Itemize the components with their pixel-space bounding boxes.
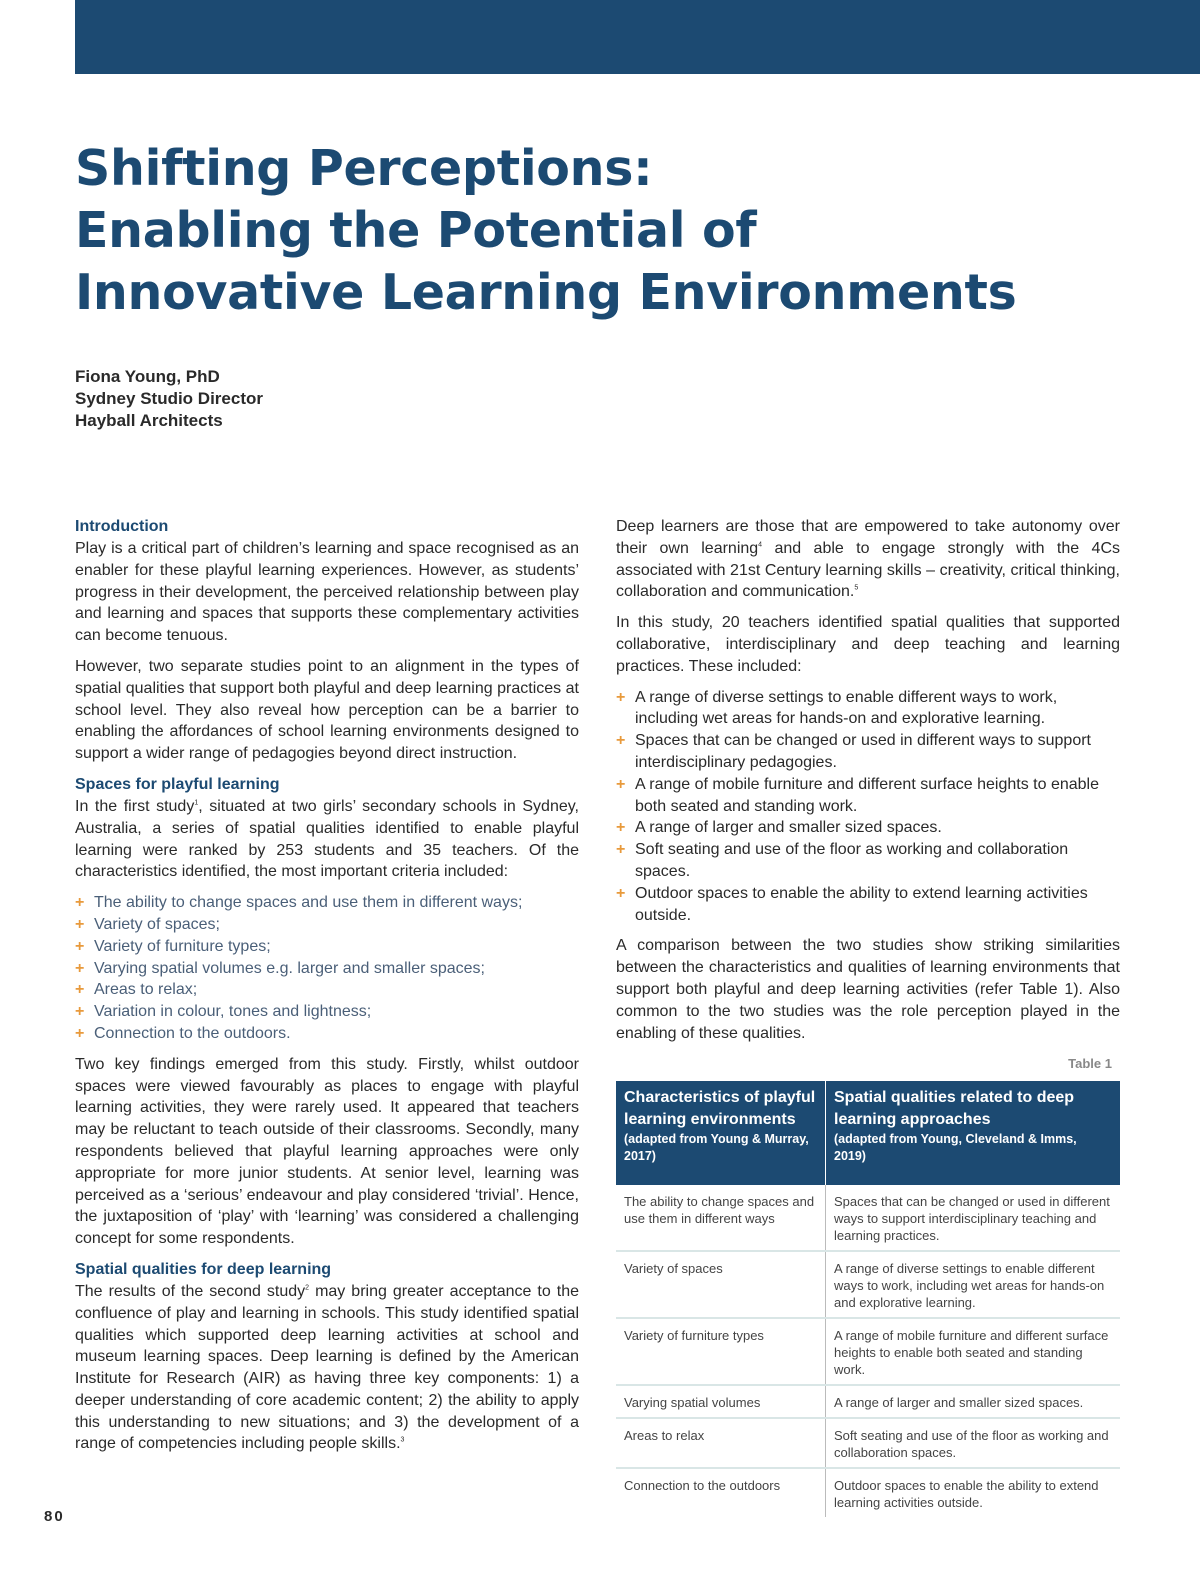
plus-bullet-icon: + bbox=[75, 981, 85, 999]
deep-learning-heading: Spatial qualities for deep learning bbox=[75, 1260, 332, 1278]
list-item: + The ability to change spaces and use them in different ways; bbox=[75, 892, 579, 914]
footnote-ref-2[interactable]: 2 bbox=[305, 1284, 310, 1292]
list-item: + A range of diverse settings to enable different ways to work, including wet areas for hands-on and explorative learning. bbox=[616, 688, 1058, 728]
table-cell: Outdoor spaces to enable the ability to extend learning activities outside. bbox=[834, 1478, 1099, 1511]
footnote-ref-4[interactable]: 4 bbox=[758, 541, 763, 549]
table-row bbox=[616, 1468, 1120, 1517]
page-title bbox=[75, 138, 1075, 324]
plus-bullet-icon: + bbox=[616, 841, 626, 859]
plus-bullet-icon: + bbox=[75, 1003, 85, 1021]
table-cell: A range of mobile furniture and different surface heights to enable both seated and standing work. bbox=[826, 1318, 1121, 1385]
author-block bbox=[75, 366, 263, 432]
table-header-col1 bbox=[616, 1081, 826, 1185]
table-cell: The ability to change spaces and use them in different ways bbox=[616, 1185, 826, 1251]
teachers-study-paragraph: In this study, 20 teachers identified spatial qualities that supported collaborative, interdisciplinary and deep teaching and learning practices. These included: bbox=[616, 614, 1120, 675]
deep-text-a: The results of the second study bbox=[75, 1282, 306, 1300]
table-cell: Variety of spaces bbox=[616, 1251, 826, 1318]
list-item: + Areas to relax; bbox=[75, 979, 579, 1001]
deep-learners-paragraph bbox=[616, 516, 1120, 603]
deep-text-b: may bring greater acceptance to the confluence of play and learning in schools. This study identified spatial qualities which supported deep learning activities at school and museum learning spaces. Deep learning is defined by the American Institute for Research (AIR) as having three key components: 1) a deeper understanding of core academic content; 2) the ability to apply this understanding to new situations; and 3) the development of a range of competencies including people skills. bbox=[75, 1282, 580, 1453]
list-item: + A range of larger and smaller sized spaces. bbox=[616, 817, 1120, 839]
comparison-table bbox=[616, 1081, 1120, 1517]
plus-bullet-icon: + bbox=[616, 688, 626, 706]
table-header-col1-title: Characteristics of playful learning environments bbox=[624, 1089, 816, 1129]
deep-qualities-list bbox=[616, 687, 1120, 927]
deep-learners-text-b: and able to engage strongly with the 4Cs associated with 21st Century learning skills – creativity, critical thinking, collaboration and communication. bbox=[616, 539, 1120, 601]
table-header-col2 bbox=[826, 1081, 1121, 1185]
footnote-ref-1[interactable]: 1 bbox=[194, 799, 199, 807]
table-header-col2-source: (adapted from Young, Cleveland & Imms, 2019) bbox=[834, 1132, 1077, 1164]
left-column bbox=[75, 516, 579, 1464]
plus-bullet-icon: + bbox=[75, 937, 85, 955]
playful-paragraph bbox=[75, 796, 579, 883]
playful-text-b: , situated at two girls’ secondary schools in Sydney, Australia, a series of spatial qualities identified to enable playful learning were ranked by 253 students and 35 teachers. Of the characteristics identified, the most important criteria included: bbox=[75, 797, 580, 881]
footnote-ref-3[interactable]: 3 bbox=[400, 1437, 405, 1445]
list-item: + Spaces that can be changed or used in different ways to support interdisciplinary pedagogies. bbox=[616, 732, 1091, 771]
list-item: + Outdoor spaces to enable the ability to extend learning activities outside. bbox=[616, 884, 1088, 924]
comparison-paragraph: A comparison between the two studies show striking similarities between the characteristics and qualities of learning environments that support both playful and deep learning activities (refer Table 1). Also common to the two studies was the role perception played in the enabling of these qualities. bbox=[616, 937, 1120, 1042]
author-role: Sydney Studio Director bbox=[75, 389, 263, 408]
list-item: + Variety of furniture types; bbox=[75, 936, 579, 958]
title-line-3: Innovative Learning Environments bbox=[75, 264, 1017, 321]
introduction-heading: Introduction bbox=[75, 518, 169, 535]
table-cell: A range of larger and smaller sized spaces. bbox=[826, 1385, 1121, 1418]
list-item: + Variety of spaces; bbox=[75, 914, 579, 936]
plus-bullet-icon: + bbox=[75, 894, 85, 912]
playful-criteria-list bbox=[75, 892, 579, 1045]
deep-learners-text-a: Deep learners are those that are empowered to take autonomy over their own learning bbox=[616, 518, 1120, 557]
table-label: Table 1 bbox=[1068, 1056, 1112, 1072]
table-row bbox=[616, 1185, 1120, 1251]
playful-text-a: In the first study bbox=[75, 797, 195, 815]
header-band bbox=[75, 0, 1200, 74]
plus-bullet-icon: + bbox=[75, 915, 85, 933]
table-row bbox=[616, 1385, 1120, 1418]
table-row bbox=[616, 1418, 1120, 1468]
title-line-1: Shifting Perceptions: bbox=[75, 140, 653, 197]
list-item: + Varying spatial volumes e.g. larger and smaller spaces; bbox=[75, 958, 579, 980]
list-item: + A range of mobile furniture and different surface heights to enable both seated and standing work. bbox=[616, 775, 1100, 815]
plus-bullet-icon: + bbox=[616, 775, 626, 793]
table-cell: A range of diverse settings to enable different ways to work, including wet areas for hands-on and explorative learning. bbox=[826, 1251, 1121, 1318]
footnote-ref-5[interactable]: 5 bbox=[854, 585, 859, 593]
plus-bullet-icon: + bbox=[616, 819, 626, 837]
table-row bbox=[616, 1318, 1120, 1385]
right-column bbox=[616, 516, 1120, 1517]
table-header-col1-source: (adapted from Young & Murray, 2017) bbox=[624, 1132, 809, 1164]
plus-bullet-icon: + bbox=[616, 884, 626, 902]
table-cell: Spaces that can be changed or used in different ways to support interdisciplinary teaching and learning practices. bbox=[826, 1185, 1121, 1251]
deep-learning-paragraph bbox=[75, 1281, 579, 1455]
title-line-2: Enabling the Potential of bbox=[75, 202, 757, 259]
list-item: + Soft seating and use of the floor as working and collaboration spaces. bbox=[616, 841, 1069, 880]
findings-paragraph: Two key findings emerged from this study. Firstly, whilst outdoor spaces were viewed favourably as places to engage with playful learning activities, they were rarely used. It appeared that teachers may be reluctant to teach outside of their classrooms. Secondly, many respondents believed that playful learning approaches were only appropriate for more junior students. At senior level, learning was perceived as a ‘serious’ endeavour and play considered ‘trivial’. Hence, the juxtaposition of ‘play’ with ‘learning’ was considered a challenging concept for some respondents. bbox=[75, 1055, 579, 1248]
table-cell: Areas to relax bbox=[616, 1418, 826, 1468]
table-header-col2-title: Spatial qualities related to deep learning approaches bbox=[834, 1089, 1075, 1129]
list-item: + Connection to the outdoors. bbox=[75, 1023, 579, 1045]
author-name: Fiona Young, PhD bbox=[75, 367, 220, 386]
plus-bullet-icon: + bbox=[75, 959, 85, 977]
intro-paragraph-1: Play is a critical part of children’s learning and space recognised as an enabler for these playful learning experiences. However, as students’ progress in their development, the perceived relationship between play and learning and spaces that supports these complementary activities can become tenuous. bbox=[75, 540, 579, 645]
author-company: Hayball Architects bbox=[75, 411, 223, 430]
table-cell: Variety of furniture types bbox=[616, 1318, 826, 1385]
plus-bullet-icon: + bbox=[75, 1024, 85, 1042]
table-row bbox=[616, 1251, 1120, 1318]
table-cell: Soft seating and use of the floor as working and collaboration spaces. bbox=[826, 1418, 1121, 1468]
intro-paragraph-2: However, two separate studies point to an alignment in the types of spatial qualities that support both playful and deep learning practices at school level. They also reveal how perception can be a barrier to enabling the affordances of school learning environments designed to support a wider range of pedagogies beyond direct instruction. bbox=[75, 657, 579, 763]
playful-learning-heading: Spaces for playful learning bbox=[75, 775, 280, 793]
list-item: + Variation in colour, tones and lightness; bbox=[75, 1001, 579, 1023]
page-number: 80 bbox=[44, 1508, 65, 1525]
table-cell: Connection to the outdoors bbox=[616, 1468, 826, 1517]
table-cell: Varying spatial volumes bbox=[616, 1385, 826, 1418]
plus-bullet-icon: + bbox=[616, 732, 626, 750]
